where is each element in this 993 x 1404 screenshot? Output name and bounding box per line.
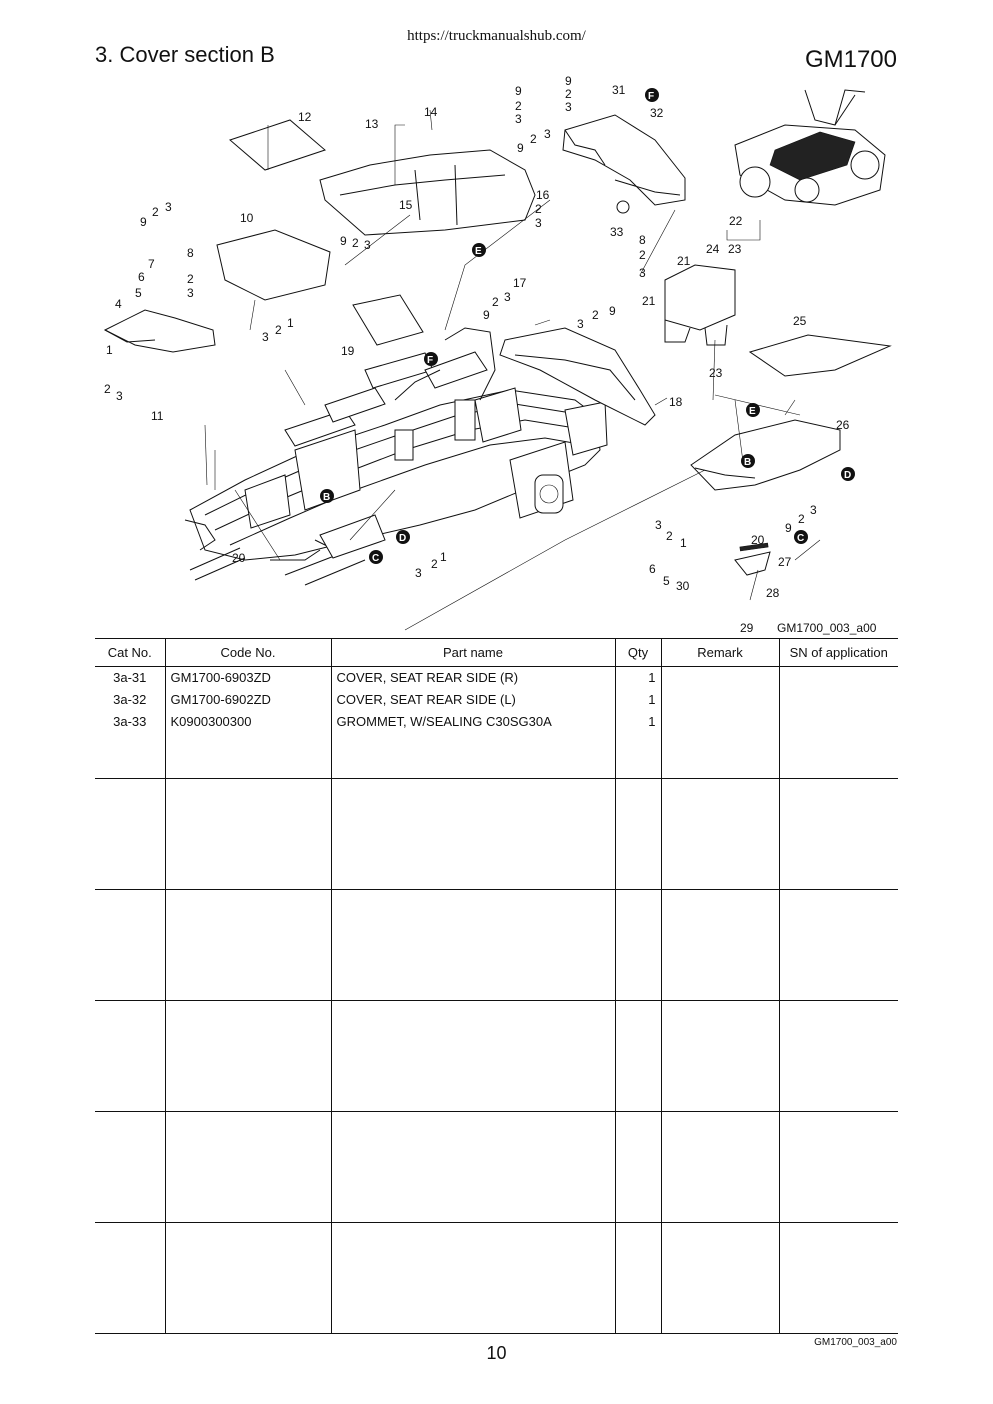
page-number: 10 xyxy=(486,1343,507,1363)
table-row-blank xyxy=(95,779,898,890)
callout-3f: 3 xyxy=(515,112,522,126)
header-remark: Remark xyxy=(661,639,779,667)
callout-3e: 3 xyxy=(364,238,371,252)
footer-code: GM1700_003_a00 xyxy=(814,1337,897,1348)
callout-5: 5 xyxy=(135,286,142,300)
cell-qty: 1 xyxy=(615,667,661,690)
callout-2o: 2 xyxy=(431,557,438,571)
callout-8: 8 xyxy=(187,246,194,260)
table-row-blank xyxy=(95,1112,898,1223)
header-cat-no: Cat No. xyxy=(95,639,165,667)
cell-part-name: COVER, SEAT REAR SIDE (L) xyxy=(331,689,615,711)
callout-1a: 1 xyxy=(106,343,113,357)
callout-21b: 21 xyxy=(642,294,656,308)
callout-3d: 3 xyxy=(262,330,269,344)
callout-1n: 1 xyxy=(440,550,447,564)
callout-28: 28 xyxy=(766,586,780,600)
marker-f-mid: F xyxy=(427,355,434,366)
callout-1b: 1 xyxy=(287,316,294,330)
callout-9a: 9 xyxy=(140,215,147,229)
callout-3b: 3 xyxy=(165,200,172,214)
table-row xyxy=(95,667,898,690)
marker-e-right: E xyxy=(749,406,756,417)
table-row-blank xyxy=(95,890,898,1001)
callout-5b: 5 xyxy=(663,574,670,588)
figure-code: GM1700_003_a00 xyxy=(777,621,877,635)
callout-9c: 9 xyxy=(515,84,522,98)
callout-2k: 2 xyxy=(592,308,599,322)
callout-12: 12 xyxy=(298,110,312,124)
table-row-blank xyxy=(95,733,898,779)
callout-2i: 2 xyxy=(535,202,542,216)
callout-23b: 23 xyxy=(709,366,723,380)
callout-2j: 2 xyxy=(492,295,499,309)
callout-20: 20 xyxy=(232,551,246,565)
cell-qty: 1 xyxy=(615,711,661,733)
callout-27: 27 xyxy=(778,555,792,569)
callout-2c: 2 xyxy=(104,382,111,396)
callout-31: 31 xyxy=(612,83,626,97)
callout-23: 23 xyxy=(728,242,742,256)
callout-2l: 2 xyxy=(639,248,646,262)
header-part-name: Part name xyxy=(331,639,615,667)
cell-cat-no: 3a-32 xyxy=(95,689,165,711)
callout-2d: 2 xyxy=(275,323,282,337)
callout-3h: 3 xyxy=(565,100,572,114)
cell-sn xyxy=(779,667,898,690)
cell-remark xyxy=(661,689,779,711)
callout-3l: 3 xyxy=(639,266,646,280)
callout-4: 4 xyxy=(115,297,122,311)
marker-b-left: B xyxy=(323,492,331,503)
callout-3g: 3 xyxy=(544,127,551,141)
callout-9g: 9 xyxy=(609,304,616,318)
callout-9f: 9 xyxy=(483,308,490,322)
marker-c-right: C xyxy=(797,533,805,544)
callout-3o: 3 xyxy=(415,566,422,580)
cell-sn xyxy=(779,689,898,711)
callout-2b: 2 xyxy=(152,205,159,219)
callout-32: 32 xyxy=(650,106,664,120)
callout-33: 33 xyxy=(610,225,624,239)
callout-9e: 9 xyxy=(565,74,572,88)
callout-3a: 3 xyxy=(187,286,194,300)
callout-2e: 2 xyxy=(352,236,359,250)
table-row-blank xyxy=(95,1223,898,1334)
callout-17: 17 xyxy=(513,276,527,290)
table-row-blank xyxy=(95,1001,898,1112)
callout-6b: 6 xyxy=(649,562,656,576)
table-row xyxy=(95,711,898,733)
marker-d-left: D xyxy=(399,533,407,544)
callout-3j: 3 xyxy=(504,290,511,304)
callout-2m: 2 xyxy=(666,529,673,543)
cell-remark xyxy=(661,711,779,733)
callout-26: 26 xyxy=(836,418,850,432)
callout-25: 25 xyxy=(793,314,807,328)
callout-3n: 3 xyxy=(810,503,817,517)
callout-3m: 3 xyxy=(655,518,662,532)
callout-29: 29 xyxy=(740,621,754,635)
cell-code-no: GM1700-6903ZD xyxy=(165,667,331,690)
exploded-parts-diagram xyxy=(95,70,898,636)
callout-2n: 2 xyxy=(798,512,805,526)
vehicle-thumbnail xyxy=(735,90,885,205)
callout-2g: 2 xyxy=(530,132,537,146)
callout-22: 22 xyxy=(729,214,743,228)
model-name: GM1700 xyxy=(804,46,897,73)
cell-sn xyxy=(779,711,898,733)
cell-part-name: COVER, SEAT REAR SIDE (R) xyxy=(331,667,615,690)
callout-7: 7 xyxy=(148,257,155,271)
callout-11: 11 xyxy=(151,409,164,423)
cell-code-no: K0900300300 xyxy=(165,711,331,733)
callout-9h: 9 xyxy=(785,521,792,535)
marker-c-left: C xyxy=(372,553,380,564)
callout-24: 24 xyxy=(706,242,720,256)
cell-qty: 1 xyxy=(615,689,661,711)
callout-19: 19 xyxy=(341,344,355,358)
callout-3k: 3 xyxy=(577,317,584,331)
callout-3i: 3 xyxy=(535,216,542,230)
callout-30: 30 xyxy=(676,579,690,593)
table-header-row xyxy=(95,639,898,667)
cell-cat-no: 3a-31 xyxy=(95,667,165,690)
callout-10: 10 xyxy=(240,211,254,225)
callout-13: 13 xyxy=(365,117,379,131)
callout-2h: 2 xyxy=(565,87,572,101)
marker-d-right: D xyxy=(844,470,852,481)
callout-20b: 20 xyxy=(751,533,765,547)
callout-9d: 9 xyxy=(517,141,524,155)
callout-1m: 1 xyxy=(680,536,687,550)
section-title: 3. Cover section B xyxy=(95,42,275,67)
callout-3c: 3 xyxy=(116,389,123,403)
source-url: https://truckmanualshub.com/ xyxy=(407,28,586,44)
marker-b-right: B xyxy=(744,457,752,468)
callout-8b: 8 xyxy=(639,233,646,247)
marker-e-top: E xyxy=(475,246,482,257)
header-sn: SN of application xyxy=(779,639,898,667)
parts-table xyxy=(95,638,898,1334)
callout-9b: 9 xyxy=(340,234,347,248)
callout-14: 14 xyxy=(424,105,438,119)
cell-code-no: GM1700-6902ZD xyxy=(165,689,331,711)
callout-18: 18 xyxy=(669,395,683,409)
cell-cat-no: 3a-33 xyxy=(95,711,165,733)
callout-2a: 2 xyxy=(187,272,194,286)
callout-6: 6 xyxy=(138,270,145,284)
callout-2f: 2 xyxy=(515,99,522,113)
header-qty: Qty xyxy=(615,639,661,667)
marker-f-top: F xyxy=(648,91,655,102)
callout-21: 21 xyxy=(677,254,691,268)
cell-part-name: GROMMET, W/SEALING C30SG30A xyxy=(331,711,615,733)
header-code-no: Code No. xyxy=(165,639,331,667)
callout-15: 15 xyxy=(399,198,413,212)
callout-16: 16 xyxy=(536,188,550,202)
cell-remark xyxy=(661,667,779,690)
table-row xyxy=(95,689,898,711)
